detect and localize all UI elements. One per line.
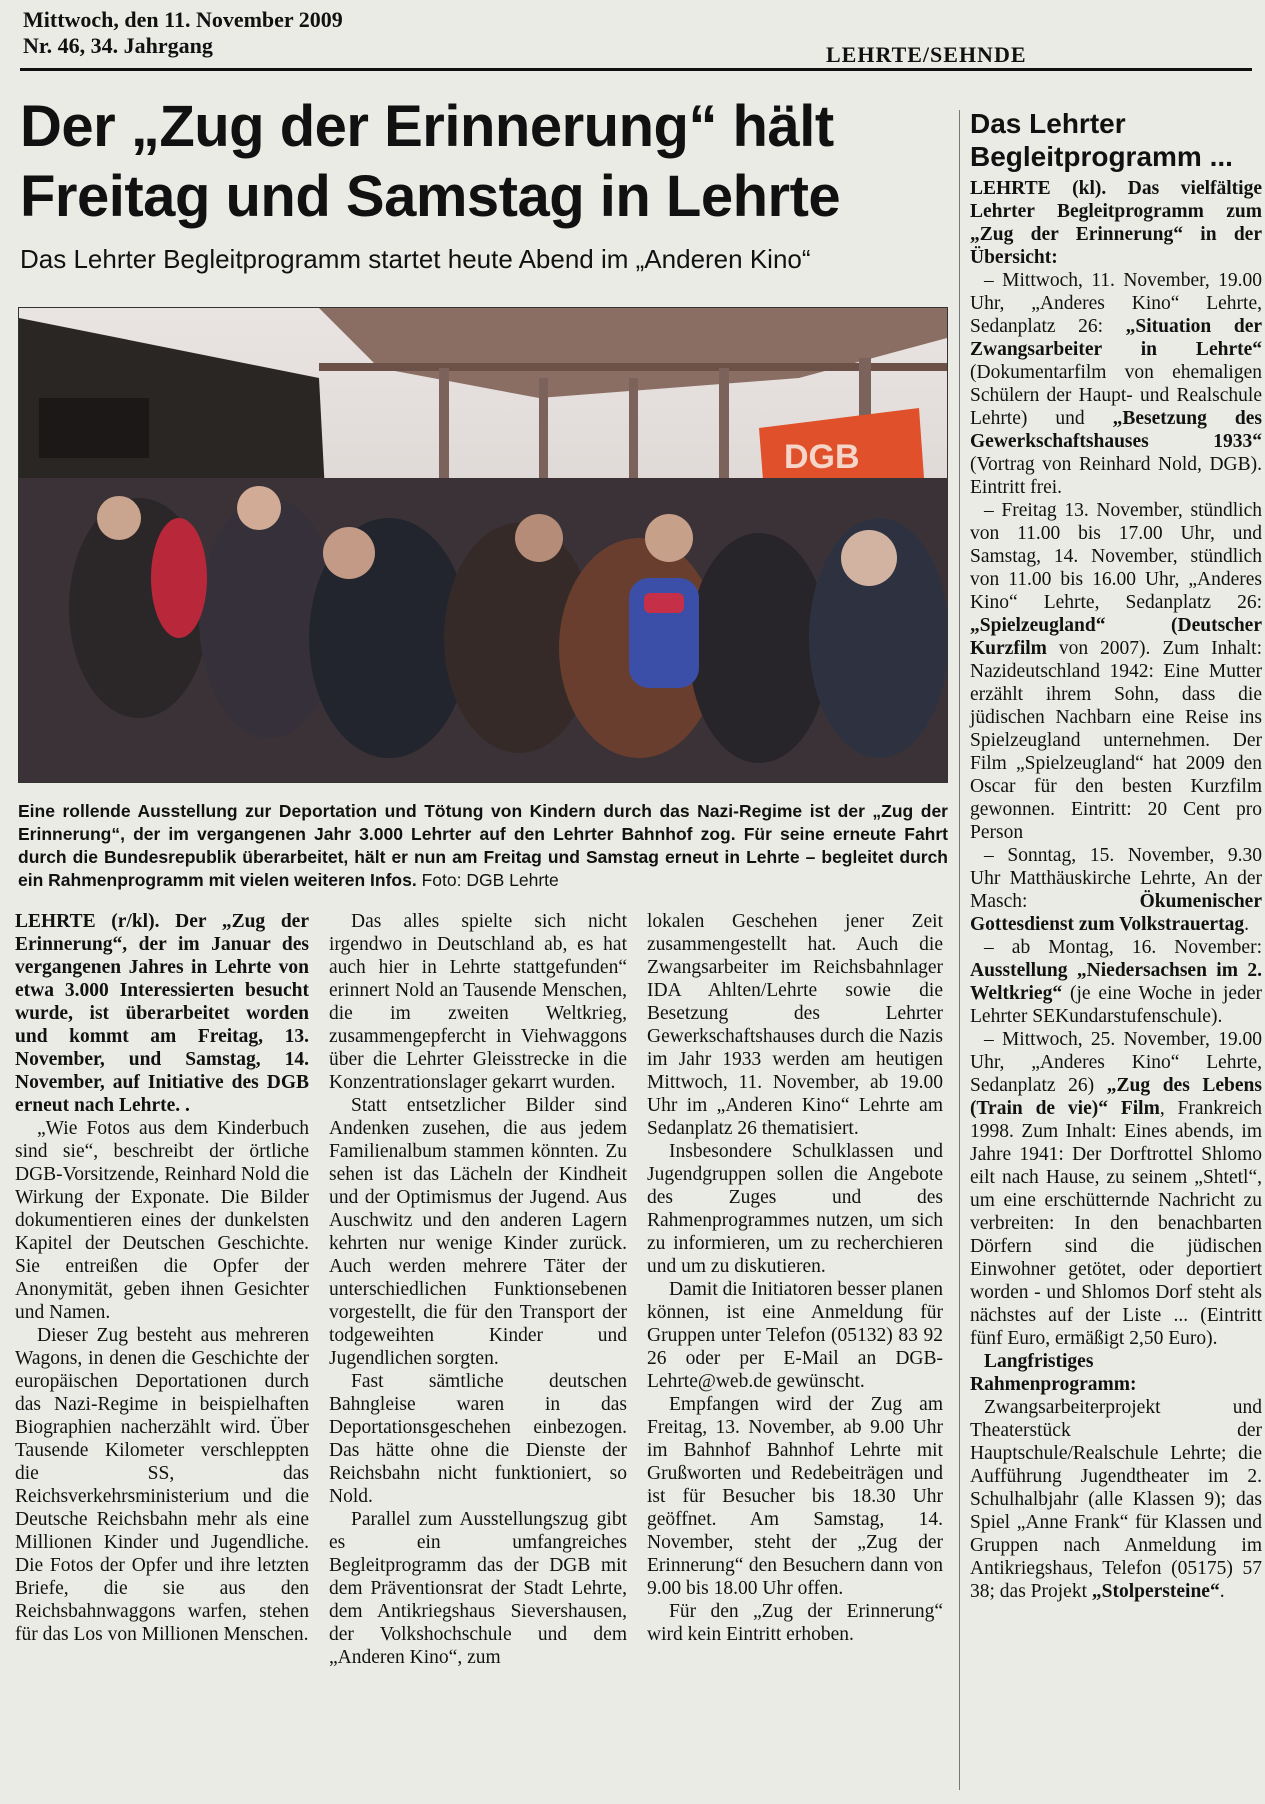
caption-text: Eine rollende Ausstellung zur Deportation und Tötung von Kindern durch das Nazi-Regime ist der „Zug der Erinnerung“, der im vergangenen Jahr 3.000 Lehrter auf den Lehrter Bahnhof zog. Für seine erneute Fahrt durch die Bundesrepublik überarbeitet, hält er nun am Freitag und Samstag erneut in Lehrte – begleitet durch ein Rahmenprogramm mit vielen weiteren Infos. xyxy=(18,801,948,890)
event-title: „Besetzung des Gewerkschaftshauses 1933“ xyxy=(970,408,1262,452)
event-text: . xyxy=(1244,914,1249,935)
event-text: (Dokumentarfilm von ehemaligen Schülern der Haupt- und Realschule Lehrte) und xyxy=(970,362,1262,429)
article-column-2 xyxy=(329,910,627,1669)
sidebar-subheading xyxy=(970,1350,1262,1396)
sidebar-longterm xyxy=(970,1396,1262,1603)
article-lead-paragraph xyxy=(15,910,309,1117)
article-paragraph: lokalen Geschehen jener Zeit zusammengestellt hat. Auch die Zwangsarbeiter im Reichsbahnlager IDA Ahlten/Lehrte sowie die Besetzung des Lehrter Gewerkschaftshauses durch die Nazis im Jahr 1933 werden am heutigen Mittwoch, 11. November, ab 19.00 Uhr im „Anderen Kino“ Lehrte am Sedanplatz 26 thematisiert. xyxy=(647,911,943,1139)
article-paragraph: Das alles spielte sich nicht irgendwo in Deutschland ab, es hat auch hier in Lehrte stattgefunden“ erinnert Nold an Tausende Menschen, die im zweiten Weltkrieg, zusammengepfercht in Viehwaggons über die Lehrter Gleisstrecke in die Konzentrationslager gekarrt wurden. xyxy=(329,911,627,1093)
section-name: LEHRTE/SEHNDE xyxy=(826,42,1027,67)
masthead-issue: Nr. 46, 34. Jahrgang xyxy=(23,33,213,58)
event-title: Ausstellung „Niedersachsen im 2. Weltkrieg“ xyxy=(970,960,1262,1004)
event-title: Ökumenischer Gottesdienst zum Volkstrauertag xyxy=(970,891,1262,935)
article-column-1 xyxy=(15,910,309,1646)
column-divider xyxy=(959,110,960,1790)
sidebar-event xyxy=(970,269,1262,499)
longterm-text: Zwangsarbeiterprojekt und Theaterstück der Hauptschule/Realschule Lehrte; die Aufführung Jugendtheater im 2. Schulhalbjahr (alle Klassen 9); das Spiel „Anne Frank“ für Klassen und Gruppen nach Anmeldung im Antikriegshaus, Telefon (05175) 57 38; das Projekt xyxy=(970,1397,1262,1602)
event-text: (Vortrag von Reinhard Nold, DGB). Eintritt frei. xyxy=(970,454,1262,498)
sidebar-box xyxy=(970,107,1262,1603)
event-title: „Zug des Lebens (Train de vie)“ Film xyxy=(970,1075,1262,1119)
article-paragraph: Parallel zum Ausstellungszug gibt es ein umfangreiches Begleitprogramm das der DGB mit dem Präventionsrat der Stadt Lehrte, dem Antikriegshaus Sievershausen, der Volkshochschule und dem „Anderen Kino“, zum xyxy=(329,1509,627,1668)
photo-caption xyxy=(18,800,948,892)
article-column-3 xyxy=(647,910,943,1646)
photo-flag-text: DGB xyxy=(784,438,860,476)
article-paragraph: Empfangen wird der Zug am Freitag, 13. November, ab 9.00 Uhr im Bahnhof Bahnhof Lehrte mit Grußworten und Redebeiträgen und ist für Besucher bis 18.30 Uhr geöffnet. Am Samstag, 14. November, steht der „Zug der Erinnerung“ den Besuchern dann von 9.00 bis 18.00 Uhr offen. xyxy=(647,1394,943,1599)
article-paragraph: Fast sämtliche deutschen Bahngleise waren in das Deportationsgeschehen einbezogen. Das hätte ohne die Dienste der Reichsbahn nicht funktioniert, so Nold. xyxy=(329,1371,627,1507)
photo-illustration xyxy=(19,308,947,782)
article-paragraph: Damit die Initiatoren besser planen können, ist eine Anmeldung für Gruppen unter Telefon (05132) 83 92 26 oder per E-Mail an DGB-Lehrte@web.de gewünscht. xyxy=(647,1279,943,1392)
event-text: – ab Montag, 16. November: xyxy=(984,937,1262,958)
article-paragraph: Insbesondere Schulklassen und Jugendgruppen sollen die Angebote des Zuges und des Rahmenprogrammes nutzen, um sich zu informieren, um zu recherchieren und um zu diskutieren. xyxy=(647,1141,943,1277)
sidebar-event xyxy=(970,499,1262,844)
article-paragraph: Für den „Zug der Erinnerung“ wird kein Eintritt erhoben. xyxy=(647,1601,943,1645)
sidebar-event xyxy=(970,844,1262,936)
event-text: – Sonntag, 15. November, 9.30 Uhr Matthäuskirche Lehrte, An der Masch: xyxy=(970,845,1262,912)
article-paragraph: „Wie Fotos aus dem Kinderbuch sind sie“, beschreibt der örtliche DGB-Vorsitzende, Reinhard Nold die Wirkung der Exponate. Die Bilder dokumentieren eines der dunkelsten Kapitel der Deutschen Geschichte. Sie entreißen die Opfer der Anonymität, geben ihnen Gesichter und Namen. xyxy=(15,1118,309,1323)
longterm-title: „Stolpersteine“ xyxy=(1091,1581,1220,1602)
event-text: – Mittwoch, 11. November, 19.00 Uhr, „Anderes Kino“ Lehrte, Sedanplatz 26: xyxy=(970,270,1262,337)
event-text: (je eine Woche in jeder Lehrter SEKundarstufenschule). xyxy=(970,983,1262,1027)
event-title: „Situation der Zwangsarbeiter in Lehrte“ xyxy=(970,316,1263,360)
caption-credit: Foto: DGB Lehrte xyxy=(421,870,559,890)
article-subhead: Das Lehrter Begleitprogramm startet heute Abend im „Anderen Kino“ xyxy=(20,244,811,274)
sidebar-subheading-text: Langfristiges Rahmenprogramm: xyxy=(970,1351,1137,1395)
sidebar-intro-text: LEHRTE (kl). Das vielfältige Lehrter Begleitprogramm zum „Zug der Erinnerung“ in der Übersicht: xyxy=(970,178,1262,268)
sidebar-intro xyxy=(970,177,1262,269)
article-paragraph: Dieser Zug besteht aus mehreren Wagons, in denen die Geschichte der europäischen Deportationen durch das Nazi-Regime in beispielhaften Biographien nacherzählt wird. Über Tausende Kilometer verschleppten die SS, das Reichsverkehrsministerium und die Deutsche Reichsbahn mehr als eine Millionen Kinder und Jugendliche. Die Fotos der Opfer und ihre letzten Briefe, die sie aus den Reichsbahnwaggons warfen, stehen für das Los von Millionen Menschen. xyxy=(15,1325,309,1645)
article-lead-text: LEHRTE (r/kl). Der „Zug der Erinnerung“, der im Januar des vergangenen Jahres in Lehrte von etwa 3.000 Interessierten besucht wurde, ist überarbeitet worden und kommt am Freitag, 13. November, und Samstag, 14. November, auf Initiative des DGB erneut nach Lehrte. . xyxy=(15,911,309,1116)
sidebar-body xyxy=(970,177,1262,1603)
sidebar-event xyxy=(970,1028,1262,1350)
article-photo xyxy=(18,307,948,783)
masthead-date: Mittwoch, den 11. November 2009 xyxy=(23,7,343,32)
sidebar-title: Das Lehrter Begleitprogramm ... xyxy=(970,108,1233,172)
event-text: , Frankreich 1998. Zum Inhalt: Eines abends, im Jahre 1941: Der Dorftrottel Shlomo eilt nach Hause, zu seinem „Shtetl“, um eine erschütternde Nachricht zu verbreiten: In den benachbarten Dörfern sind die jüdischen Einwohner getötet, oder deportiert worden - und Shlomos Dorf steht als nächstes auf der Liste ... (Eintritt fünf Euro, ermäßigt 2,50 Euro). xyxy=(970,1098,1262,1349)
article-headline: Der „Zug der Erinnerung“ hält Freitag und Samstag in Lehrte xyxy=(20,94,841,229)
article-paragraph: Statt entsetzlicher Bilder sind Andenken zusehen, die aus jedem Familienalbum stammen könnten. Zu sehen ist das Lächeln der Kindheit und der Optimismus der Jugend. Aus Auschwitz und den anderen Lagern kehrten nur wenige Kinder zurück. Auch werden mehrere Täter der unterschiedlichen Funktionsebenen vorgestellt, die für den Transport der todgeweihten Kinder und Jugendlichen sorgten. xyxy=(329,1095,627,1369)
event-title: „Spielzeugland“ (Deutscher Kurzfilm xyxy=(970,615,1262,659)
event-text: von 2007). Zum Inhalt: Nazideutschland 1942: Eine Mutter erzählt ihrem Sohn, dass die jüdischen Nachbarn eine Reise ins Spielzeugland unternehmen. Der Film „Spielzeugland“ hat 2009 den Oscar für den besten Kurzfilm gewonnen. Eintritt: 20 Cent pro Person xyxy=(970,638,1262,843)
event-text: – Freitag 13. November, stündlich von 11.00 bis 17.00 Uhr, und Samstag, 14. November, stündlich von 11.00 bis 16.00 Uhr, „Anderes Kino“ Lehrte, Sedanplatz 26: xyxy=(970,500,1262,613)
event-text: – Mittwoch, 25. November, 19.00 Uhr, „Anderes Kino“ Lehrte, Sedanplatz 26) xyxy=(970,1029,1262,1096)
masthead-rule xyxy=(20,68,1252,71)
sidebar-event xyxy=(970,936,1262,1028)
longterm-text: . xyxy=(1219,1581,1225,1602)
